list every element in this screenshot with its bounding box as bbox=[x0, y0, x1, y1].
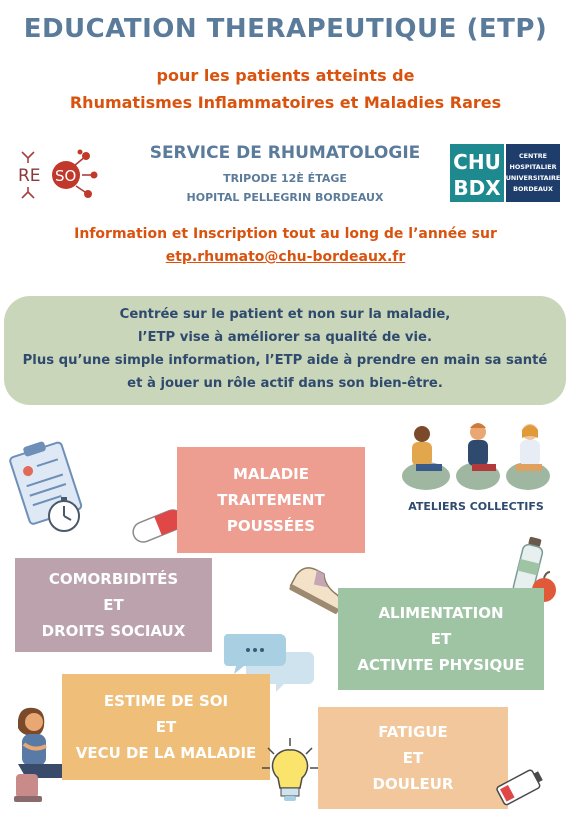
info-text: Information et Inscription tout au long de l’année sur bbox=[74, 226, 497, 242]
service-floor: TRIPODE 12È ÉTAGE bbox=[223, 172, 347, 185]
topic-fatigue-line-3: DOULEUR bbox=[372, 775, 454, 793]
topic-estime-line-3: VECU DE LA MALADIE bbox=[75, 744, 257, 762]
page-title: EDUCATION THERAPEUTIQUE (ETP) bbox=[23, 14, 548, 44]
intro-line-2: l’ETP vise à améliorer sa qualité de vie. bbox=[137, 330, 432, 345]
battery-icon bbox=[494, 766, 548, 806]
reso-logo-right-text: SO bbox=[55, 167, 77, 185]
topic-alimentation-box bbox=[338, 588, 544, 690]
intro-line-4: et à jouer un rôle actif dans son bien-être. bbox=[127, 376, 443, 391]
chu-bordeaux-logo bbox=[450, 144, 560, 202]
group-discussion-illustration bbox=[398, 418, 554, 494]
topic-fatigue-line-1: FATIGUE bbox=[378, 723, 448, 741]
intro-line-3: Plus qu’une simple information, l’ETP aide à prendre en main sa santé bbox=[22, 353, 548, 368]
topic-comorbidites-box bbox=[15, 558, 212, 652]
service-hospital: HOPITAL PELLEGRIN BORDEAUX bbox=[186, 191, 384, 204]
chu-logo-line1: CHU bbox=[453, 150, 501, 174]
reso-logo bbox=[14, 146, 100, 204]
topic-estime-box bbox=[62, 674, 270, 780]
email-link[interactable]: etp.rhumato@chu-bordeaux.fr bbox=[165, 249, 406, 265]
intro-line-1: Centrée sur le patient et non sur la maladie, bbox=[119, 307, 451, 322]
topic-comorbidites-line-1: COMORBIDITÉS bbox=[48, 570, 179, 588]
topic-alimentation-line-2: ET bbox=[430, 630, 452, 648]
chu-logo-text2: HOSPITALIER bbox=[509, 163, 557, 171]
service-name: SERVICE DE RHUMATOLOGIE bbox=[149, 143, 421, 163]
woman-sitting-illustration bbox=[4, 700, 68, 810]
topic-alimentation-line-3: ACTIVITE PHYSIQUE bbox=[357, 656, 525, 674]
topic-maladie-line-2: TRAITEMENT bbox=[217, 491, 325, 509]
topic-estime-line-2: ET bbox=[155, 718, 177, 736]
lightbulb-icon bbox=[260, 736, 320, 810]
topic-maladie-box bbox=[177, 447, 365, 553]
clipboard-icon bbox=[6, 436, 94, 536]
topic-fatigue-line-2: ET bbox=[402, 749, 424, 767]
topic-estime-line-1: ESTIME DE SOI bbox=[103, 692, 229, 710]
topic-comorbidites-line-2: ET bbox=[103, 596, 124, 614]
chu-logo-line2: BDX bbox=[453, 176, 501, 200]
topic-comorbidites-line-3: DROITS SOCIAUX bbox=[41, 622, 186, 640]
ateliers-collectifs-label: ATELIERS COLLECTIFS bbox=[408, 500, 544, 513]
topic-alimentation-line-1: ALIMENTATION bbox=[378, 604, 504, 622]
chu-logo-text1: CENTRE bbox=[518, 152, 548, 160]
topic-fatigue-box bbox=[318, 707, 508, 809]
chu-logo-text3: UNIVERSITAIRE bbox=[505, 174, 560, 182]
topic-maladie-line-3: POUSSÉES bbox=[226, 517, 316, 535]
subtitle-line-2: Rhumatismes Inflammatoires et Maladies Rares bbox=[69, 93, 502, 112]
topic-maladie-line-1: MALADIE bbox=[233, 465, 309, 483]
subtitle-line-1: pour les patients atteints de bbox=[156, 66, 415, 85]
reso-logo-left-text: RE bbox=[18, 166, 41, 186]
chu-logo-text4: BORDEAUX bbox=[513, 185, 553, 193]
